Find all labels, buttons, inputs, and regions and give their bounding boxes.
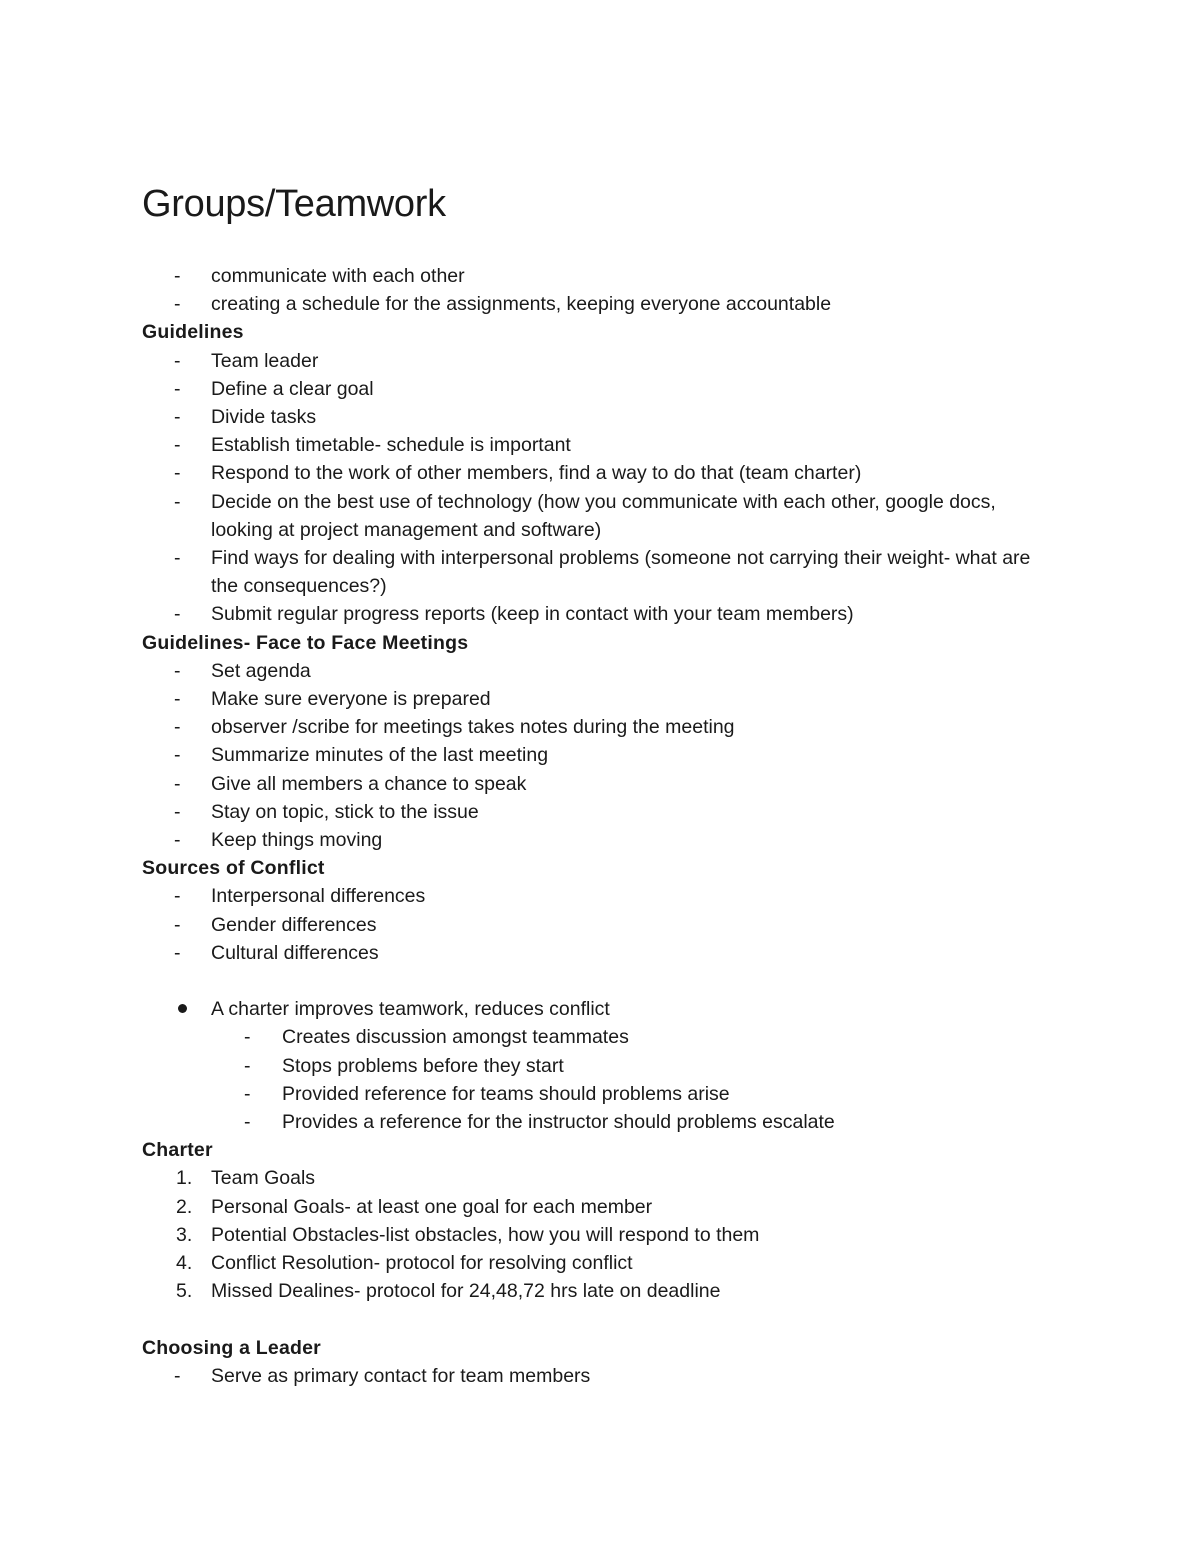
dash-marker: -: [174, 913, 181, 936]
list-item: [142, 685, 1033, 713]
dash-marker: -: [174, 349, 181, 372]
list-item: [142, 488, 1033, 544]
dash-marker: -: [174, 603, 181, 626]
list-number: 2.: [176, 1195, 193, 1218]
leader-list: [142, 1362, 1200, 1390]
charter-numbered-list: [142, 1164, 1200, 1305]
list-item-text: Gender differences: [211, 913, 377, 936]
list-number: 1.: [176, 1167, 193, 1190]
list-item-text: Conflict Resolution- protocol for resolving conflict: [211, 1252, 633, 1275]
list-item-text: Submit regular progress reports (keep in contact with your team members): [211, 603, 854, 626]
list-item: [142, 459, 1033, 487]
list-item: [142, 882, 1033, 910]
list-item-text: observer /scribe for meetings takes notes during the meeting: [211, 716, 735, 739]
list-item-text: Keep things moving: [211, 829, 383, 852]
list-item: [142, 1080, 1042, 1108]
dash-marker: -: [174, 462, 181, 485]
list-item: [142, 431, 1033, 459]
dash-marker: -: [244, 1026, 251, 1049]
dash-marker: -: [174, 941, 181, 964]
intro-list: [142, 262, 1200, 318]
list-item-text: communicate with each other: [211, 265, 465, 287]
dash-marker: -: [174, 265, 181, 287]
dash-marker: -: [174, 688, 181, 711]
list-item-text: A charter improves teamwork, reduces conflict: [211, 998, 610, 1021]
list-item: [142, 347, 1033, 375]
list-item-text: Creates discussion amongst teammates: [282, 1026, 629, 1049]
blank-line: [142, 1306, 1200, 1334]
dash-marker: -: [174, 829, 181, 852]
list-item: [142, 1277, 1033, 1305]
dash-marker: -: [174, 377, 181, 400]
dash-marker: -: [244, 1111, 251, 1134]
meetings-list: [142, 657, 1200, 854]
charter-bullet-list: [142, 995, 1200, 1023]
list-item: [142, 1221, 1033, 1249]
dash-marker: -: [174, 744, 181, 767]
document-title: Groups/Teamwork: [142, 183, 446, 225]
blank-line: [142, 967, 1200, 995]
list-item-text: Give all members a chance to speak: [211, 772, 527, 795]
list-item-text: Missed Dealines- protocol for 24,48,72 hrs late on deadline: [211, 1280, 721, 1303]
list-item-text: Team leader: [211, 349, 319, 372]
list-item-text: Establish timetable- schedule is important: [211, 434, 571, 457]
list-item: [142, 1164, 1033, 1192]
conflict-list: [142, 882, 1200, 967]
list-item: [142, 544, 1033, 600]
dash-marker: -: [244, 1054, 251, 1077]
section-heading-guidelines: Guidelines: [142, 321, 244, 344]
dash-marker: -: [174, 1364, 181, 1387]
list-item: [142, 1052, 1042, 1080]
list-item: [142, 826, 1033, 854]
list-item: [142, 657, 1033, 685]
dash-marker: -: [174, 434, 181, 457]
dash-marker: -: [174, 490, 181, 513]
list-item: [142, 911, 1033, 939]
list-number: 3.: [176, 1223, 193, 1246]
list-item-text: Team Goals: [211, 1167, 316, 1190]
dash-marker: -: [174, 800, 181, 823]
list-item-text: Provides a reference for the instructor should problems escalate: [282, 1111, 835, 1134]
dash-marker: -: [174, 716, 181, 739]
list-item-text: Find ways for dealing with interpersonal problems (someone not carrying their weight- what are the consequences?): [211, 547, 1031, 598]
charter-benefits-sublist: [142, 1023, 1200, 1136]
list-item-text: Personal Goals- at least one goal for each member: [211, 1195, 653, 1218]
list-item-text: creating a schedule for the assignments, keeping everyone accountable: [211, 293, 832, 316]
bullet-icon: [174, 995, 204, 1023]
list-item-text: Respond to the work of other members, find a way to do that (team charter): [211, 462, 862, 485]
list-item: [142, 375, 1033, 403]
list-item: [142, 713, 1033, 741]
list-item: [142, 262, 1033, 290]
list-item: [142, 1193, 1033, 1221]
list-item-text: Summarize minutes of the last meeting: [211, 744, 549, 767]
list-item-text: Make sure everyone is prepared: [211, 688, 491, 711]
list-item-text: Divide tasks: [211, 406, 317, 429]
list-item: [142, 290, 1033, 318]
guidelines-list: [142, 347, 1200, 629]
dash-marker: -: [174, 293, 181, 316]
list-item: [142, 995, 1033, 1023]
list-item: [142, 939, 1033, 967]
list-item: [142, 403, 1033, 431]
list-item: [142, 798, 1033, 826]
section-heading-leader: Choosing a Leader: [142, 1336, 321, 1359]
list-item-text: Stay on topic, stick to the issue: [211, 800, 479, 823]
list-number: 4.: [176, 1252, 193, 1275]
list-item-text: Interpersonal differences: [211, 885, 426, 908]
list-item-text: Potential Obstacles-list obstacles, how you will respond to them: [211, 1223, 760, 1246]
list-number: 5.: [176, 1280, 193, 1303]
list-item: [142, 741, 1033, 769]
list-item-text: Serve as primary contact for team members: [211, 1364, 591, 1387]
list-item: [142, 1108, 1042, 1136]
dash-marker: -: [174, 772, 181, 795]
list-item: [142, 1362, 1033, 1390]
list-item-text: Cultural differences: [211, 941, 379, 964]
section-heading-charter: Charter: [142, 1139, 213, 1162]
list-item: [142, 1023, 1042, 1051]
list-item: [142, 770, 1033, 798]
dash-marker: -: [174, 547, 181, 570]
dash-marker: -: [174, 659, 181, 682]
list-item-text: Stops problems before they start: [282, 1054, 564, 1077]
list-item: [142, 1249, 1033, 1277]
list-item-text: Define a clear goal: [211, 377, 374, 400]
dash-marker: -: [174, 885, 181, 908]
section-heading-conflict: Sources of Conflict: [142, 857, 325, 880]
section-heading-meetings: Guidelines- Face to Face Meetings: [142, 631, 469, 654]
list-item-text: Provided reference for teams should problems arise: [282, 1082, 730, 1105]
list-item-text: Decide on the best use of technology (how you communicate with each other, google docs, looking at project management and software): [211, 490, 996, 541]
list-item-text: Set agenda: [211, 659, 311, 682]
dash-marker: -: [244, 1082, 251, 1105]
dash-marker: -: [174, 406, 181, 429]
list-item: [142, 600, 1033, 628]
